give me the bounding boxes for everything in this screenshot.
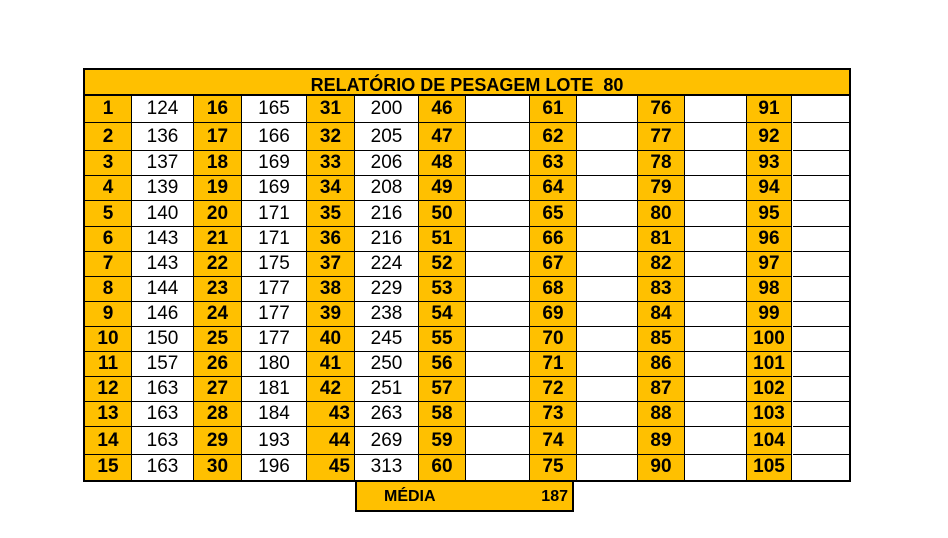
animal-number-cell: 80 bbox=[638, 201, 685, 227]
animal-number-cell: 22 bbox=[194, 252, 242, 277]
animal-number-cell: 104 bbox=[747, 427, 792, 455]
weight-cell bbox=[793, 402, 849, 427]
animal-number-cell: 41 bbox=[307, 352, 355, 377]
animal-number-cell: 93 bbox=[747, 151, 792, 176]
weight-cell bbox=[466, 402, 530, 427]
animal-number-cell: 54 bbox=[419, 302, 466, 327]
animal-number-cell: 98 bbox=[747, 277, 792, 302]
weight-cell: 136 bbox=[132, 123, 194, 151]
weight-cell bbox=[793, 123, 849, 151]
animal-number-cell: 49 bbox=[419, 176, 466, 201]
weight-cell: 171 bbox=[242, 201, 307, 227]
animal-number-cell: 17 bbox=[194, 123, 242, 151]
weight-cell: 193 bbox=[242, 427, 307, 455]
animal-number-cell: 55 bbox=[419, 327, 466, 352]
weight-cell bbox=[685, 176, 747, 201]
animal-number-cell: 82 bbox=[638, 252, 685, 277]
animal-number-cell: 7 bbox=[85, 252, 132, 277]
weight-cell bbox=[466, 252, 530, 277]
weight-cell bbox=[577, 227, 638, 252]
average-summary bbox=[355, 482, 574, 512]
weight-cell: 245 bbox=[355, 327, 419, 352]
animal-number-cell: 13 bbox=[85, 402, 132, 427]
weight-cell: 251 bbox=[355, 377, 419, 402]
animal-number-cell: 66 bbox=[530, 227, 577, 252]
animal-number-cell: 24 bbox=[194, 302, 242, 327]
weight-cell bbox=[793, 302, 849, 327]
animal-number-cell: 18 bbox=[194, 151, 242, 176]
animal-number-cell: 91 bbox=[747, 96, 792, 123]
animal-number-cell: 79 bbox=[638, 176, 685, 201]
weight-cell bbox=[793, 277, 849, 302]
weight-cell: 163 bbox=[132, 455, 194, 480]
weight-cell bbox=[685, 252, 747, 277]
weight-cell bbox=[577, 377, 638, 402]
animal-number-cell: 38 bbox=[307, 277, 355, 302]
animal-number-cell: 20 bbox=[194, 201, 242, 227]
animal-number-cell: 36 bbox=[307, 227, 355, 252]
weight-cell bbox=[466, 96, 530, 123]
weight-cell bbox=[577, 201, 638, 227]
animal-number-cell: 1 bbox=[85, 96, 132, 123]
animal-number-cell: 40 bbox=[307, 327, 355, 352]
weight-cell: 184 bbox=[242, 402, 307, 427]
weight-cell bbox=[685, 151, 747, 176]
animal-number-cell: 3 bbox=[85, 151, 132, 176]
animal-number-cell: 97 bbox=[747, 252, 792, 277]
weight-cell bbox=[577, 277, 638, 302]
animal-number-cell: 6 bbox=[85, 227, 132, 252]
animal-number-cell: 31 bbox=[307, 96, 355, 123]
weight-cell: 177 bbox=[242, 277, 307, 302]
animal-number-cell: 68 bbox=[530, 277, 577, 302]
animal-number-cell: 96 bbox=[747, 227, 792, 252]
animal-number-cell: 101 bbox=[747, 352, 792, 377]
animal-number-cell: 88 bbox=[638, 402, 685, 427]
animal-number-cell: 42 bbox=[307, 377, 355, 402]
animal-number-cell: 85 bbox=[638, 327, 685, 352]
animal-number-cell: 63 bbox=[530, 151, 577, 176]
animal-number-cell: 2 bbox=[85, 123, 132, 151]
weight-cell bbox=[793, 327, 849, 352]
weight-cell bbox=[685, 227, 747, 252]
weight-cell bbox=[577, 402, 638, 427]
animal-number-cell: 71 bbox=[530, 352, 577, 377]
weight-cell bbox=[793, 227, 849, 252]
animal-number-cell: 57 bbox=[419, 377, 466, 402]
animal-number-cell: 65 bbox=[530, 201, 577, 227]
weight-cell: 169 bbox=[242, 151, 307, 176]
weight-cell: 216 bbox=[355, 201, 419, 227]
animal-number-cell: 77 bbox=[638, 123, 685, 151]
weight-cell: 140 bbox=[132, 201, 194, 227]
animal-number-cell: 75 bbox=[530, 455, 577, 480]
animal-number-cell: 60 bbox=[419, 455, 466, 480]
weight-cell bbox=[793, 151, 849, 176]
animal-number-cell: 95 bbox=[747, 201, 792, 227]
weight-cell bbox=[466, 377, 530, 402]
animal-number-cell: 67 bbox=[530, 252, 577, 277]
report-title: RELATÓRIO DE PESAGEM LOTE 80 bbox=[85, 70, 849, 96]
animal-number-cell: 56 bbox=[419, 352, 466, 377]
animal-number-cell: 46 bbox=[419, 96, 466, 123]
animal-number-cell: 27 bbox=[194, 377, 242, 402]
weight-cell: 180 bbox=[242, 352, 307, 377]
animal-number-cell: 26 bbox=[194, 352, 242, 377]
weight-cell bbox=[577, 252, 638, 277]
animal-number-cell: 90 bbox=[638, 455, 685, 480]
weight-cell: 163 bbox=[132, 402, 194, 427]
animal-number-cell: 16 bbox=[194, 96, 242, 123]
weight-cell bbox=[685, 327, 747, 352]
animal-number-cell: 53 bbox=[419, 277, 466, 302]
weight-cell bbox=[793, 427, 849, 455]
animal-number-cell: 15 bbox=[85, 455, 132, 480]
animal-number-cell: 103 bbox=[747, 402, 792, 427]
animal-number-cell: 99 bbox=[747, 302, 792, 327]
weight-cell: 238 bbox=[355, 302, 419, 327]
weight-cell bbox=[793, 352, 849, 377]
weight-cell bbox=[685, 277, 747, 302]
animal-number-cell: 48 bbox=[419, 151, 466, 176]
weight-cell: 216 bbox=[355, 227, 419, 252]
weight-cell bbox=[466, 201, 530, 227]
weight-cell: 150 bbox=[132, 327, 194, 352]
weight-cell: 229 bbox=[355, 277, 419, 302]
weight-cell: 143 bbox=[132, 252, 194, 277]
animal-number-cell: 51 bbox=[419, 227, 466, 252]
animal-number-cell: 58 bbox=[419, 402, 466, 427]
animal-number-cell: 70 bbox=[530, 327, 577, 352]
animal-number-cell: 33 bbox=[307, 151, 355, 176]
weight-cell bbox=[685, 96, 747, 123]
animal-number-cell: 61 bbox=[530, 96, 577, 123]
weight-cell bbox=[466, 327, 530, 352]
animal-number-cell: 59 bbox=[419, 427, 466, 455]
weight-cell bbox=[466, 427, 530, 455]
weight-cell: 200 bbox=[355, 96, 419, 123]
weight-cell bbox=[577, 455, 638, 480]
animal-number-cell: 44 bbox=[307, 427, 355, 455]
weight-cell: 157 bbox=[132, 352, 194, 377]
weight-cell: 144 bbox=[132, 277, 194, 302]
animal-number-cell: 69 bbox=[530, 302, 577, 327]
animal-number-cell: 29 bbox=[194, 427, 242, 455]
weight-cell bbox=[685, 352, 747, 377]
weight-cell bbox=[685, 377, 747, 402]
animal-number-cell: 76 bbox=[638, 96, 685, 123]
weight-cell: 175 bbox=[242, 252, 307, 277]
weight-cell bbox=[685, 402, 747, 427]
animal-number-cell: 37 bbox=[307, 252, 355, 277]
weight-cell: 224 bbox=[355, 252, 419, 277]
animal-number-cell: 92 bbox=[747, 123, 792, 151]
animal-number-cell: 83 bbox=[638, 277, 685, 302]
weight-cell: 139 bbox=[132, 176, 194, 201]
animal-number-cell: 72 bbox=[530, 377, 577, 402]
weight-cell: 166 bbox=[242, 123, 307, 151]
weight-cell: 208 bbox=[355, 176, 419, 201]
animal-number-cell: 25 bbox=[194, 327, 242, 352]
animal-number-cell: 47 bbox=[419, 123, 466, 151]
weight-cell: 137 bbox=[132, 151, 194, 176]
animal-number-cell: 19 bbox=[194, 176, 242, 201]
weight-cell bbox=[577, 302, 638, 327]
animal-number-cell: 105 bbox=[747, 455, 792, 480]
animal-number-cell: 8 bbox=[85, 277, 132, 302]
animal-number-cell: 62 bbox=[530, 123, 577, 151]
weight-cell bbox=[577, 427, 638, 455]
animal-number-cell: 28 bbox=[194, 402, 242, 427]
animal-number-cell: 39 bbox=[307, 302, 355, 327]
weight-cell: 196 bbox=[242, 455, 307, 480]
weight-cell bbox=[577, 176, 638, 201]
animal-number-cell: 45 bbox=[307, 455, 355, 480]
weight-cell: 250 bbox=[355, 352, 419, 377]
weight-cell bbox=[685, 123, 747, 151]
weighing-report-table bbox=[83, 68, 851, 482]
weight-cell bbox=[466, 227, 530, 252]
weight-cell: 163 bbox=[132, 427, 194, 455]
weight-cell bbox=[466, 151, 530, 176]
weight-cell bbox=[685, 455, 747, 480]
weight-cell: 263 bbox=[355, 402, 419, 427]
animal-number-cell: 86 bbox=[638, 352, 685, 377]
animal-number-cell: 81 bbox=[638, 227, 685, 252]
weight-cell bbox=[577, 96, 638, 123]
average-value: 187 bbox=[541, 488, 568, 505]
animal-number-cell: 32 bbox=[307, 123, 355, 151]
weight-cell: 163 bbox=[132, 377, 194, 402]
animal-number-cell: 50 bbox=[419, 201, 466, 227]
weight-cell: 181 bbox=[242, 377, 307, 402]
weights-grid bbox=[85, 96, 849, 480]
weight-cell bbox=[577, 352, 638, 377]
average-label: MÉDIA bbox=[384, 488, 436, 505]
weight-cell bbox=[685, 201, 747, 227]
weight-cell: 146 bbox=[132, 302, 194, 327]
weight-cell bbox=[466, 455, 530, 480]
weight-cell bbox=[685, 302, 747, 327]
weight-cell bbox=[793, 96, 849, 123]
animal-number-cell: 14 bbox=[85, 427, 132, 455]
weight-cell bbox=[577, 123, 638, 151]
weight-cell: 169 bbox=[242, 176, 307, 201]
weight-cell: 177 bbox=[242, 327, 307, 352]
weight-cell bbox=[466, 176, 530, 201]
animal-number-cell: 30 bbox=[194, 455, 242, 480]
weight-cell: 124 bbox=[132, 96, 194, 123]
animal-number-cell: 102 bbox=[747, 377, 792, 402]
animal-number-cell: 64 bbox=[530, 176, 577, 201]
animal-number-cell: 87 bbox=[638, 377, 685, 402]
weight-cell: 171 bbox=[242, 227, 307, 252]
animal-number-cell: 11 bbox=[85, 352, 132, 377]
animal-number-cell: 12 bbox=[85, 377, 132, 402]
animal-number-cell: 94 bbox=[747, 176, 792, 201]
animal-number-cell: 78 bbox=[638, 151, 685, 176]
animal-number-cell: 34 bbox=[307, 176, 355, 201]
animal-number-cell: 21 bbox=[194, 227, 242, 252]
animal-number-cell: 100 bbox=[747, 327, 792, 352]
animal-number-cell: 89 bbox=[638, 427, 685, 455]
animal-number-cell: 10 bbox=[85, 327, 132, 352]
animal-number-cell: 52 bbox=[419, 252, 466, 277]
animal-number-cell: 43 bbox=[307, 402, 355, 427]
weight-cell bbox=[577, 151, 638, 176]
weight-cell bbox=[466, 352, 530, 377]
animal-number-cell: 73 bbox=[530, 402, 577, 427]
weight-cell bbox=[466, 123, 530, 151]
weight-cell bbox=[793, 455, 849, 480]
weight-cell: 177 bbox=[242, 302, 307, 327]
animal-number-cell: 84 bbox=[638, 302, 685, 327]
animal-number-cell: 9 bbox=[85, 302, 132, 327]
weight-cell bbox=[793, 176, 849, 201]
weight-cell bbox=[577, 327, 638, 352]
weight-cell: 206 bbox=[355, 151, 419, 176]
weight-cell bbox=[793, 377, 849, 402]
animal-number-cell: 74 bbox=[530, 427, 577, 455]
weight-cell: 143 bbox=[132, 227, 194, 252]
weight-cell bbox=[685, 427, 747, 455]
weight-cell: 165 bbox=[242, 96, 307, 123]
animal-number-cell: 4 bbox=[85, 176, 132, 201]
weight-cell: 313 bbox=[355, 455, 419, 480]
weight-cell bbox=[466, 277, 530, 302]
weight-cell bbox=[793, 201, 849, 227]
animal-number-cell: 35 bbox=[307, 201, 355, 227]
weight-cell: 205 bbox=[355, 123, 419, 151]
weight-cell: 269 bbox=[355, 427, 419, 455]
weight-cell bbox=[793, 252, 849, 277]
weight-cell bbox=[466, 302, 530, 327]
animal-number-cell: 23 bbox=[194, 277, 242, 302]
animal-number-cell: 5 bbox=[85, 201, 132, 227]
